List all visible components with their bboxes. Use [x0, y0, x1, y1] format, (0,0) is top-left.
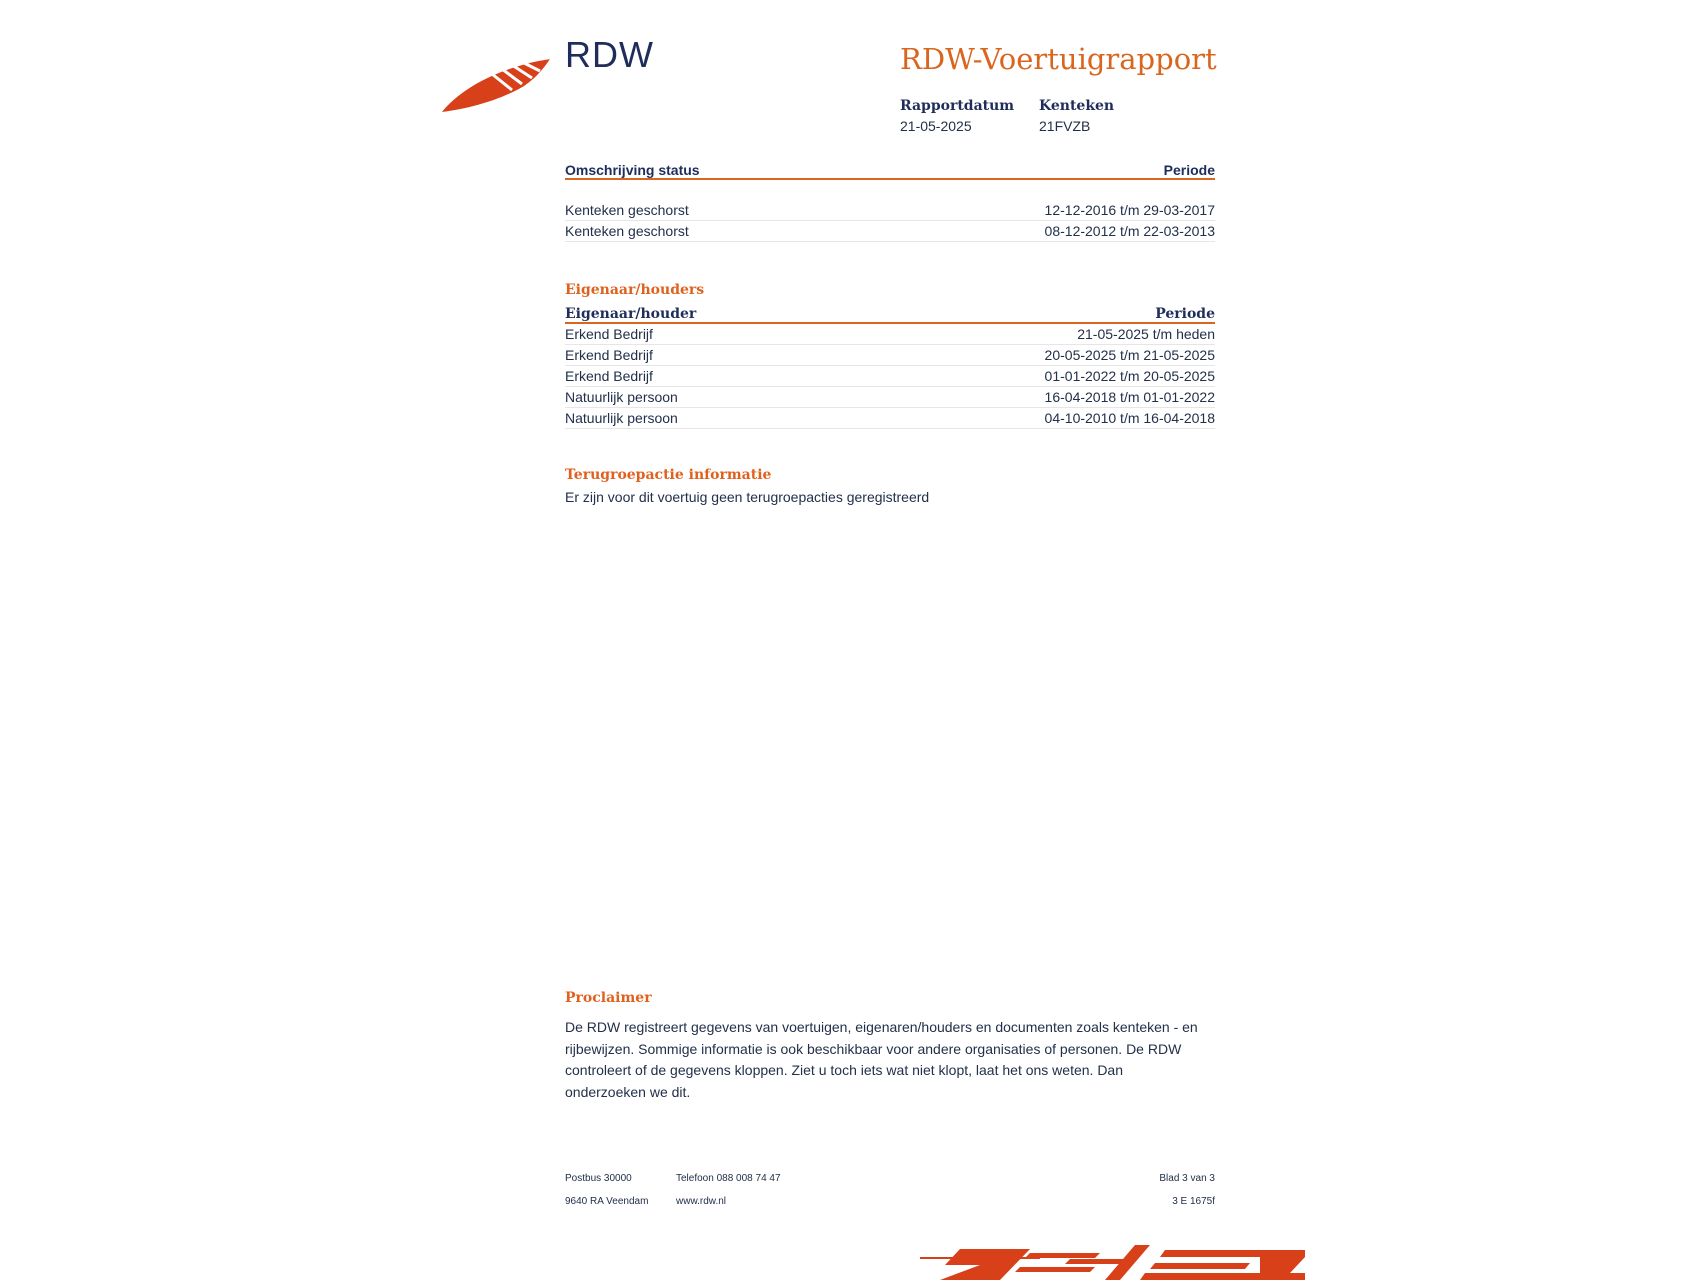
- plate-label: Kenteken: [1039, 98, 1115, 114]
- footer-phone: Telefoon 088 008 74 47: [676, 1173, 781, 1184]
- owner-period: 21-05-2025 t/m heden: [1077, 326, 1215, 342]
- table-row: [565, 408, 1215, 429]
- col-period: Periode: [1155, 306, 1215, 322]
- proclaimer-title: Proclaimer: [565, 990, 652, 1006]
- status-table-header: [565, 158, 1215, 180]
- owner-period: 20-05-2025 t/m 21-05-2025: [1044, 347, 1215, 363]
- footer-website: www.rdw.nl: [676, 1196, 727, 1207]
- report-date-value: 21-05-2025: [900, 118, 972, 134]
- recall-text: Er zijn voor dit voertuig geen terugroepacties geregistreerd: [565, 489, 930, 505]
- table-row: [565, 387, 1215, 408]
- status-description: Kenteken geschorst: [565, 202, 689, 218]
- proclaimer-text: De RDW registreert gegevens van voertuigen, eigenaren/houders en documenten zoals kenteken - en rijbewijzen. Sommige informatie is ook beschikbaar voor andere organisaties of personen. De RDW controleert of de gegevens kloppen. Ziet u toch iets wat niet klopt, laat het ons weten. Dan onderzoeken we dit.: [565, 1019, 1198, 1100]
- owner-period: 04-10-2010 t/m 16-04-2018: [1044, 410, 1215, 426]
- owner-period: 01-01-2022 t/m 20-05-2025: [1044, 368, 1215, 384]
- owner-name: Erkend Bedrijf: [565, 326, 653, 342]
- table-row: [565, 324, 1215, 345]
- col-description: Omschrijving status: [565, 162, 700, 178]
- footer-code: 3 E 1675f: [1172, 1196, 1215, 1207]
- owner-period: 16-04-2018 t/m 01-01-2022: [1044, 389, 1215, 405]
- table-row: [565, 366, 1215, 387]
- org-name: RDW: [565, 34, 654, 75]
- feather-icon: [440, 56, 552, 114]
- footer-address-line2: 9640 RA Veendam: [565, 1196, 649, 1207]
- table-row: [565, 221, 1215, 242]
- report-date-label: Rapportdatum: [900, 98, 1015, 114]
- col-owner: Eigenaar/houder: [565, 306, 697, 322]
- owner-name: Natuurlijk persoon: [565, 410, 678, 426]
- status-period: 12-12-2016 t/m 29-03-2017: [1044, 202, 1215, 218]
- status-description: Kenteken geschorst: [565, 223, 689, 239]
- status-period: 08-12-2012 t/m 22-03-2013: [1044, 223, 1215, 239]
- col-period: Periode: [1163, 162, 1215, 178]
- owner-name: Natuurlijk persoon: [565, 389, 678, 405]
- footer-page-number: Blad 3 van 3: [1159, 1173, 1215, 1184]
- owners-table-header: [565, 302, 1215, 324]
- stripes-decoration: [920, 1245, 1305, 1280]
- report-title: RDW-Voertuigrapport: [900, 42, 1217, 76]
- table-row: [565, 345, 1215, 366]
- plate-value: 21FVZB: [1039, 118, 1091, 134]
- status-table: [565, 158, 1215, 242]
- recall-section-title: Terugroepactie informatie: [565, 467, 772, 483]
- table-row: [565, 200, 1215, 221]
- owners-table: [565, 302, 1215, 429]
- owners-section-title: Eigenaar/houders: [565, 282, 705, 298]
- footer-address-line1: Postbus 30000: [565, 1173, 632, 1184]
- owner-name: Erkend Bedrijf: [565, 368, 653, 384]
- owner-name: Erkend Bedrijf: [565, 347, 653, 363]
